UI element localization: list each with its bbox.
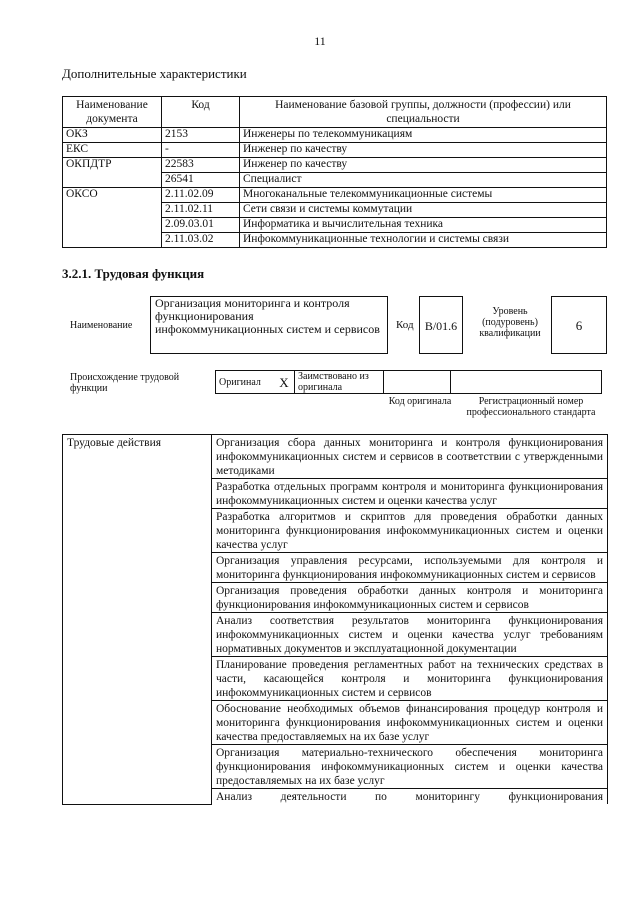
section-title: Дополнительные характеристики bbox=[62, 66, 247, 81]
characteristics-header-row bbox=[63, 97, 607, 128]
doc-cell: ОКСО bbox=[63, 188, 162, 203]
table-row bbox=[63, 128, 607, 143]
function-title: 3.2.1. Трудовая функция bbox=[62, 266, 205, 281]
table-row bbox=[63, 435, 608, 479]
original-code-cell bbox=[384, 371, 451, 394]
reg-number-label: Регистрационный номер профессионального стандарта bbox=[466, 396, 596, 418]
table-row bbox=[63, 218, 607, 233]
doc-cell: ЕКС bbox=[63, 143, 162, 158]
name-cell: Специалист bbox=[240, 173, 607, 188]
header-name: Наименование базовой группы, должности (профессии) или специальности bbox=[240, 97, 607, 128]
table-row bbox=[63, 143, 607, 158]
original-mark: X bbox=[274, 371, 295, 394]
name-cell: Информатика и вычислительная техника bbox=[240, 218, 607, 233]
code-cell: - bbox=[162, 143, 240, 158]
action-item: Организация управления ресурсами, используемыми для контроля и мониторинга функционирования инфокоммуникационных систем и сервисов bbox=[212, 553, 608, 583]
doc-cell bbox=[63, 203, 162, 218]
table-row bbox=[63, 233, 607, 248]
actions-table bbox=[62, 434, 608, 805]
actions-label: Трудовые действия bbox=[63, 435, 212, 805]
function-name-value: Организация мониторинга и контроля функционирования инфокоммуникационных систем и сервисов bbox=[150, 296, 388, 354]
function-code-label: Код bbox=[396, 319, 414, 331]
action-item: Организация материально-технического обеспечения мониторинга функционирования инфокоммуникационных систем и оценки качества предоставляемых на их базе услуг bbox=[212, 745, 608, 789]
code-cell: 2.11.02.09 bbox=[162, 188, 240, 203]
code-cell: 26541 bbox=[162, 173, 240, 188]
doc-cell: ОКПДТР bbox=[63, 158, 162, 173]
action-item: Разработка отдельных программ контроля и мониторинга функционирования инфокоммуникационных систем и оценки качества услуг bbox=[212, 479, 608, 509]
action-item: Организация сбора данных мониторинга и контроля функционирования инфокоммуникационных систем и сервисов в соответствии с утвержденными методиками bbox=[212, 435, 608, 479]
name-cell: Инженер по качеству bbox=[240, 158, 607, 173]
function-name-label: Наименование bbox=[70, 320, 133, 331]
function-origin-label: Происхождение трудовой функции bbox=[70, 372, 180, 394]
table-row bbox=[63, 188, 607, 203]
table-row bbox=[63, 158, 607, 173]
action-item: Обоснование необходимых объемов финансирования процедур контроля и мониторинга функционирования инфокоммуникационных систем и оценки качества предоставляемых на их базе услуг bbox=[212, 701, 608, 745]
doc-cell: ОКЗ bbox=[63, 128, 162, 143]
code-cell: 2153 bbox=[162, 128, 240, 143]
name-cell: Многоканальные телекоммуникационные системы bbox=[240, 188, 607, 203]
name-cell: Инженеры по телекоммуникациям bbox=[240, 128, 607, 143]
header-document: Наименование документа bbox=[63, 97, 162, 128]
borrowed-label: Заимствовано из оригинала bbox=[295, 371, 384, 394]
name-cell: Инфокоммуникационные технологии и системы связи bbox=[240, 233, 607, 248]
action-item: Организация проведения обработки данных контроля и мониторинга функционирования инфокоммуникационных систем и сервисов bbox=[212, 583, 608, 613]
doc-cell bbox=[63, 218, 162, 233]
action-item: Разработка алгоритмов и скриптов для проведения обработки данных мониторинга функционирования инфокоммуникационных систем и оценки качества услуг bbox=[212, 509, 608, 553]
action-item: Планирование проведения регламентных работ на технических средствах в части, касающейся контроля и мониторинга функционирования инфокоммуникационных систем и сервисов bbox=[212, 657, 608, 701]
action-item: Анализ соответствия результатов мониторинга функционирования инфокоммуникационных систем и оценки качества услуг требованиям нормативных документов и эксплуатационной документации bbox=[212, 613, 608, 657]
function-code-value: B/01.6 bbox=[419, 296, 463, 354]
reg-number-cell bbox=[451, 371, 602, 394]
code-cell: 22583 bbox=[162, 158, 240, 173]
table-row bbox=[63, 173, 607, 188]
name-cell: Инженер по качеству bbox=[240, 143, 607, 158]
qualification-level-value: 6 bbox=[551, 296, 607, 354]
doc-cell bbox=[63, 233, 162, 248]
code-cell: 2.09.03.01 bbox=[162, 218, 240, 233]
actions-table-viewport bbox=[62, 434, 610, 844]
original-label: Оригинал bbox=[216, 371, 275, 394]
action-item: Анализ деятельности по мониторингу функционирования bbox=[212, 789, 608, 805]
code-cell: 2.11.02.11 bbox=[162, 203, 240, 218]
code-original-label: Код оригинала bbox=[388, 396, 452, 407]
code-cell: 2.11.03.02 bbox=[162, 233, 240, 248]
header-code: Код bbox=[162, 97, 240, 128]
doc-cell bbox=[63, 173, 162, 188]
qualification-level-label: Уровень (подуровень) квалификации bbox=[479, 306, 541, 339]
table-row bbox=[63, 203, 607, 218]
origin-table bbox=[215, 370, 602, 394]
characteristics-table bbox=[62, 96, 607, 248]
name-cell: Сети связи и системы коммутации bbox=[240, 203, 607, 218]
page-number: 11 bbox=[314, 34, 326, 48]
